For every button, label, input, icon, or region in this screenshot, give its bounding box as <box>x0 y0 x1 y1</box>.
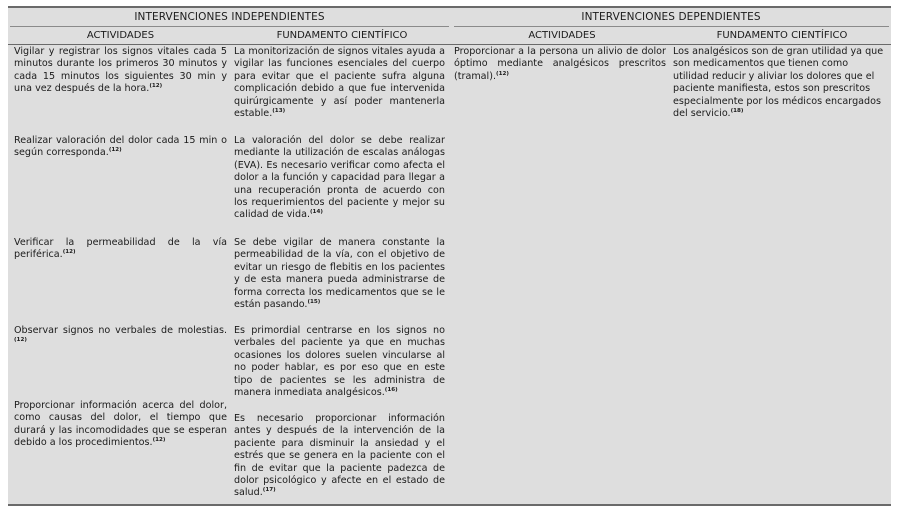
independent-foundation-2: La valoración del dolor se debe realizar mediante la utilización de escalas análogas (EVA). Es necesario verificar como afecta el dolor a la función y capacidad para llegar a una recuperación pronta de acuerdo con los requerimientos del paciente y mejor su calidad de vida.$^{(14)}$ <box>234 135 445 221</box>
independent-activity-3: Verificar la permeabilidad de la vía periférica.$^{(12)}$ <box>14 237 227 261</box>
independent-foundation-3: Se debe vigilar de manera constante la permeabilidad de la vía, con el objetivo de evitar un riesgo de flebitis en los pacientes y de esta manera pueda administrarse de forma correcta los medicamentos que se le están pasando.$^{(15)}$ <box>234 237 445 311</box>
independent-activity-4: Observar signos no verbales de molestias.$^{(12)}$ <box>14 325 227 344</box>
independent-foundation-4: Es primordial centrarse en los signos no verbales del paciente ya que en muchas ocasiones los dolores suelen vincularse al no poder hablar, es por eso que en este tipo de pacientes se les administra de manera inmediata analgésicos.$^{(16)}$ <box>234 325 445 399</box>
header-bottom-rule <box>8 44 891 45</box>
header-independent-interventions: INTERVENCIONES INDEPENDIENTES <box>134 11 325 23</box>
independent-activity-2: Realizar valoración del dolor cada 15 min o según corresponda.$^{(12)}$ <box>14 135 227 159</box>
independent-foundation-1: La monitorización de signos vitales ayuda a vigilar las funciones esenciales del cuerpo para evitar que el paciente sufra alguna complicación debido a que fue intervenida quirúrgicamente y así poder mantenerla estable.$^{(13)}$ <box>234 46 445 120</box>
column-header-foundation-independent: FUNDAMENTO CIENTÍFICO <box>276 30 408 41</box>
column-header-activities-dependent: ACTIVIDADES <box>528 30 596 41</box>
interventions-table <box>8 6 891 506</box>
header-divider-dependent <box>454 26 889 27</box>
header-divider-independent <box>10 26 449 27</box>
column-header-foundation-dependent: FUNDAMENTO CIENTÍFICO <box>716 30 848 41</box>
independent-activity-5: Proporcionar información acerca del dolor, como causas del dolor, el tiempo que durará y las incomodidades que se esperan debido a los procedimientos.$^{(12)}$ <box>14 400 227 449</box>
independent-activity-1: Vigilar y registrar los signos vitales cada 5 minutos durante los primeros 30 minutos y cada 15 minutos los siguientes 30 min y una vez después de la hora.$^{(12)}$ <box>14 46 227 95</box>
dependent-activity-1: Proporcionar a la persona un alivio de dolor óptimo mediante analgésicos prescritos (tramal).$^{(12)}$ <box>454 46 666 82</box>
dependent-foundation-1: Los analgésicos son de gran utilidad ya que son medicamentos que tienen como utilidad reducir y aliviar los dolores que el paciente manifiesta, estos son prescritos especialmente por los médicos encargados del servicio.$^{(18)}$ <box>673 46 884 120</box>
column-header-activities-independent: ACTIVIDADES <box>86 30 155 41</box>
header-dependent-interventions: INTERVENCIONES DEPENDIENTES <box>581 11 761 23</box>
independent-foundation-5: Es necesario proporcionar información antes y después de la intervención de la paciente para disminuir la ansiedad y el estrés que se genera en la paciente con el fin de evitar que la paciente padezca de dolor psicológico y afecte en el estado de salud.$^{(17)}$ <box>234 413 445 499</box>
